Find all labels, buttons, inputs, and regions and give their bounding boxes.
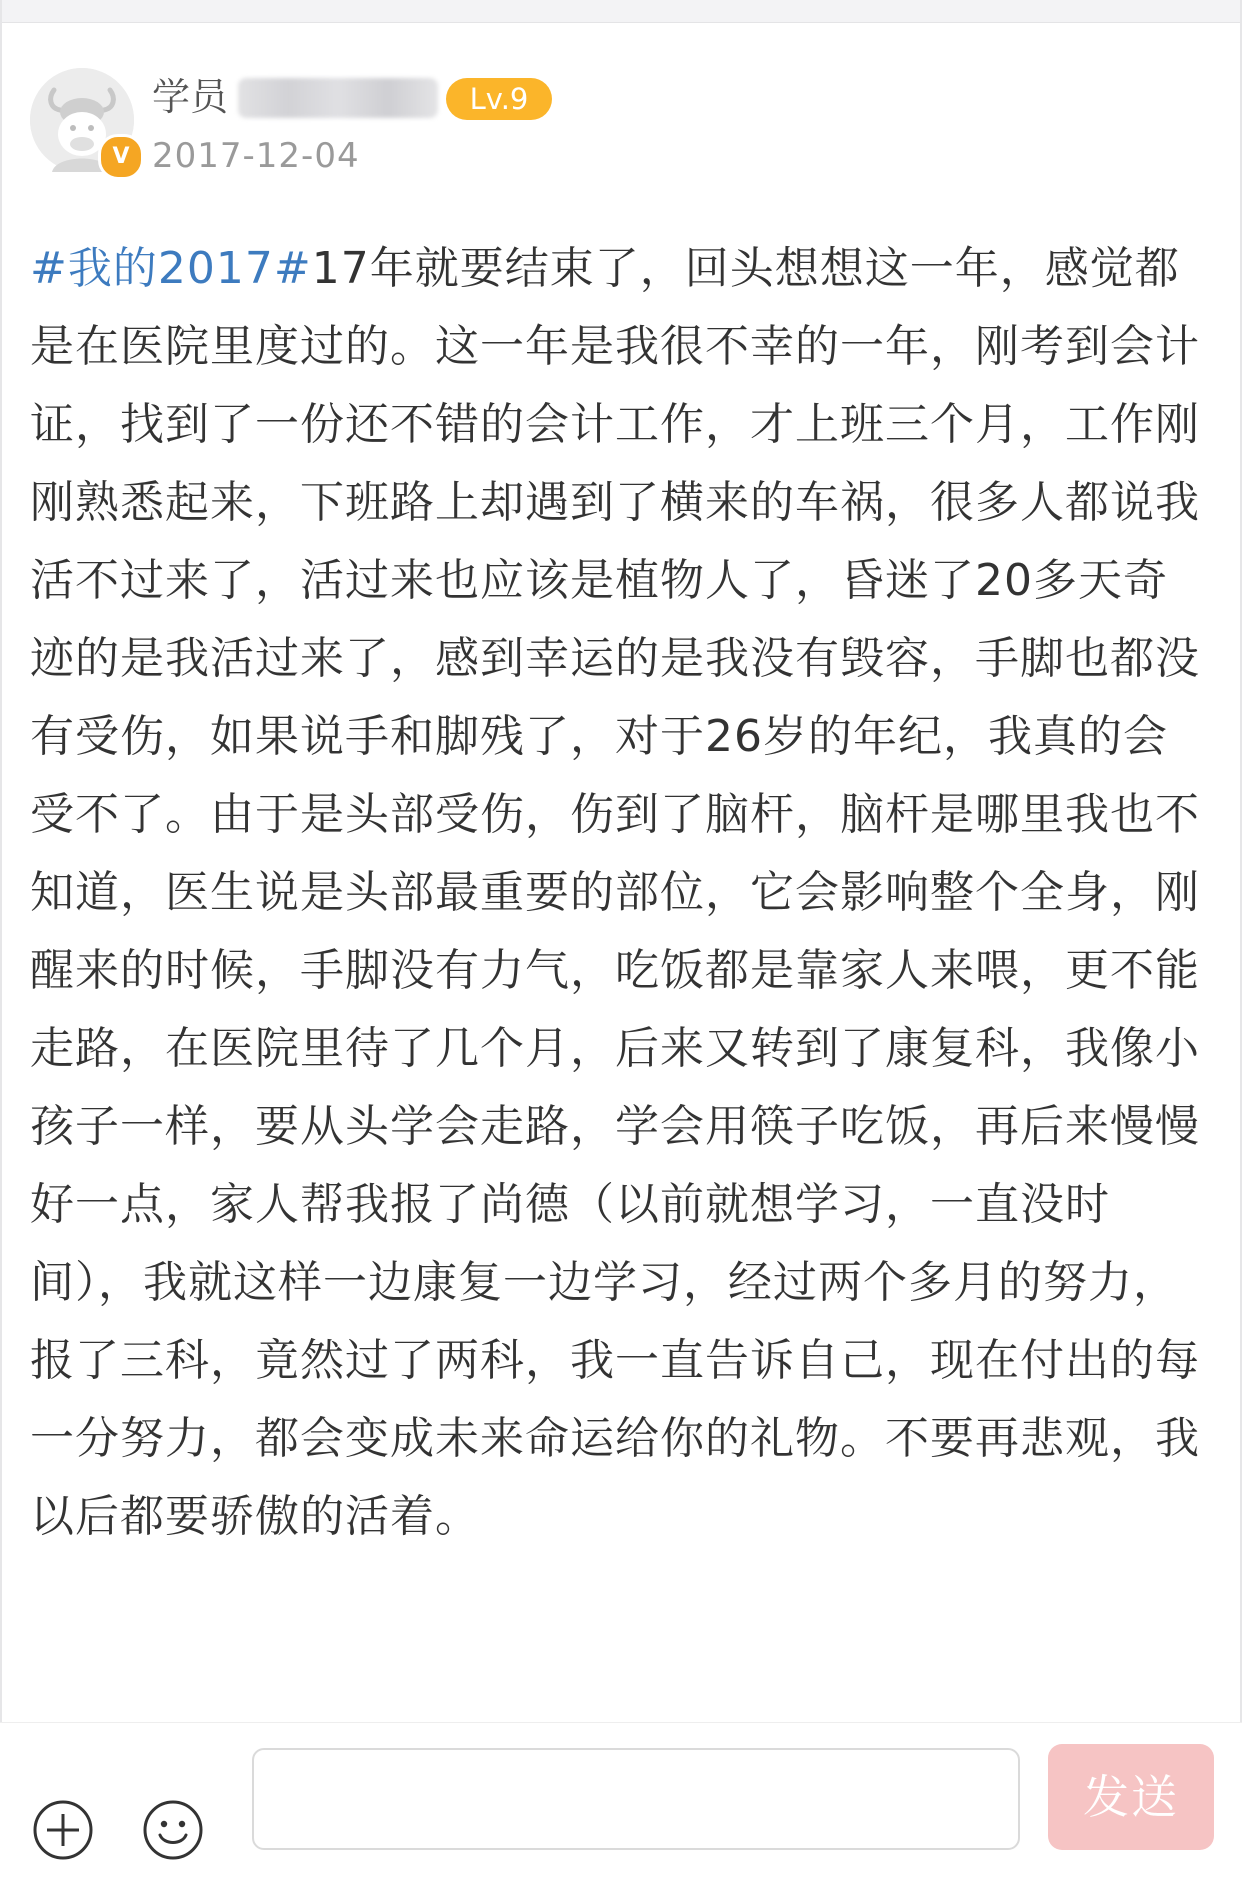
comment-input[interactable]	[252, 1748, 1020, 1850]
user-name[interactable]: 学员	[152, 75, 229, 119]
send-button[interactable]: 发送	[1048, 1744, 1214, 1850]
post-body	[30, 230, 1208, 1556]
plus-circle-icon[interactable]	[32, 1799, 94, 1861]
blurred-user-id	[238, 78, 438, 118]
smiley-icon[interactable]	[142, 1799, 204, 1861]
verified-badge: V	[98, 134, 144, 180]
post-date: 2017-12-04	[152, 136, 360, 176]
left-border	[0, 0, 2, 1878]
top-strip	[0, 0, 1242, 23]
post-hashtag[interactable]: #我的2017#	[30, 243, 312, 294]
level-badge: Lv.9	[446, 78, 552, 120]
post-text: 17年就要结束了，回头想想这一年，感觉都是在医院里度过的。这一年是我很不幸的一年，刚考到会计证，找到了一份还不错的会计工作，才上班三个月，工作刚刚熟悉起来，下班路上却遇到了横来的车祸，很多人都说我活不过来了，活过来也应该是植物人了，昏迷了20多天奇迹的是我活过来了，感到幸运的是我没有毁容，手脚也都没有受伤，如果说手和脚残了，对于26岁的年纪，我真的会受不了。由于是头部受伤，伤到了脑杆，脑杆是哪里我也不知道，医生说是头部最重要的部位，它会影响整个全身，刚醒来的时候，手脚没有力气，吃饭都是靠家人来喂，更不能走路，在医院里待了几个月，后来又转到了康复科，我像小孩子一样，要从头学会走路，学会用筷子吃饭，再后来慢慢好一点，家人帮我报了尚德（以前就想学习，一直没时间），我就这样一边康复一边学习，经过两个多月的努力，报了三科，竟然过了两科，我一直告诉自己，现在付出的每一分努力，都会变成未来命运给你的礼物。不要再悲观，我以后都要骄傲的活着。	[30, 243, 1200, 1542]
